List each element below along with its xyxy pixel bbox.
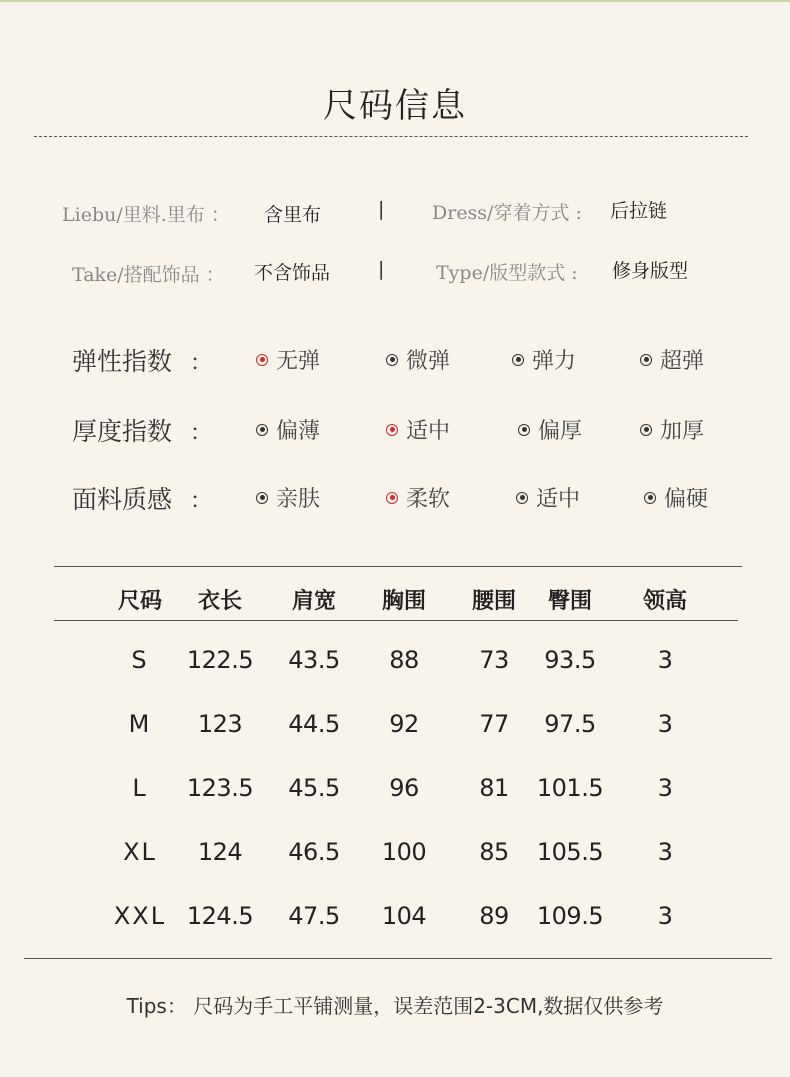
rating-option[interactable] <box>386 344 450 375</box>
table-top-rule <box>54 566 742 567</box>
table-header-cell: 臀围 <box>547 588 592 614</box>
table-header-cell: 肩宽 <box>291 588 336 614</box>
measurement-cell: 124 <box>197 838 243 866</box>
size-cell: XL <box>123 838 157 866</box>
rating-option-label: 加厚 <box>660 419 705 444</box>
rating-colon: ： <box>190 351 213 376</box>
measurement-cell: 3 <box>657 710 673 738</box>
measurement-cell: 101.5 <box>536 774 604 802</box>
measurement-cell: 96 <box>389 774 419 802</box>
page-title: 尺码信息 <box>323 86 467 126</box>
rating-option[interactable] <box>256 482 320 513</box>
rating-option[interactable] <box>512 344 576 375</box>
rating-option-label: 偏厚 <box>538 419 583 444</box>
accessory-value: 不含饰品 <box>254 262 331 284</box>
measurement-cell: 45.5 <box>288 774 340 802</box>
dress-label: Dress/穿着方式 : <box>432 202 582 224</box>
spec-separator: | <box>378 198 385 220</box>
dress-value: 后拉链 <box>610 200 668 222</box>
lining-label: Liebu/里料.里布 ： <box>62 204 230 226</box>
rating-option-label: 适中 <box>536 487 581 512</box>
size-cell: XXL <box>113 902 167 930</box>
measurement-cell: 104 <box>381 902 427 930</box>
radio-icon <box>518 424 530 436</box>
radio-selected-icon <box>256 354 268 366</box>
rating-colon: ： <box>190 421 213 446</box>
table-bottom-rule <box>24 958 772 959</box>
rating-label: 弹性指数 <box>72 347 173 376</box>
accessory-label: Take/搭配饰品 ： <box>72 264 225 286</box>
measurement-cell: 124.5 <box>186 902 254 930</box>
rating-option[interactable] <box>256 414 320 445</box>
measurement-cell: 97.5 <box>544 710 596 738</box>
rating-option[interactable] <box>256 344 320 375</box>
measurement-cell: 3 <box>657 838 673 866</box>
rating-option-label: 适中 <box>406 419 451 444</box>
rating-option[interactable] <box>386 482 450 513</box>
top-border <box>0 0 790 2</box>
radio-icon <box>640 424 652 436</box>
measurement-cell: 43.5 <box>288 646 340 674</box>
dashed-divider <box>34 136 748 137</box>
measurement-cell: 3 <box>657 902 673 930</box>
rating-label: 面料质感 <box>72 485 173 514</box>
table-header-cell: 领高 <box>642 588 687 614</box>
measurement-cell: 81 <box>479 774 509 802</box>
table-header-cell: 衣长 <box>197 588 242 614</box>
measurement-cell: 3 <box>657 646 673 674</box>
lining-value: 含里布 <box>264 204 322 226</box>
measurement-cell: 105.5 <box>536 838 604 866</box>
type-value: 修身版型 <box>612 260 689 282</box>
measurement-cell: 123.5 <box>186 774 254 802</box>
measurement-cell: 85 <box>479 838 509 866</box>
measurement-cell: 109.5 <box>536 902 604 930</box>
measurement-cell: 93.5 <box>544 646 596 674</box>
measurement-cell: 77 <box>479 710 509 738</box>
radio-icon <box>512 354 524 366</box>
radio-selected-icon <box>386 424 398 436</box>
measurement-cell: 100 <box>381 838 427 866</box>
measurement-cell: 47.5 <box>288 902 340 930</box>
rating-option-label: 亲肤 <box>276 487 321 512</box>
radio-icon <box>516 492 528 504</box>
rating-option[interactable] <box>640 414 704 445</box>
table-header-rule <box>54 620 738 621</box>
measurement-cell: 122.5 <box>186 646 254 674</box>
measurement-cell: 3 <box>657 774 673 802</box>
radio-icon <box>644 492 656 504</box>
radio-icon <box>640 354 652 366</box>
measurement-cell: 73 <box>479 646 509 674</box>
rating-option[interactable] <box>640 344 704 375</box>
table-header-cell: 尺码 <box>117 588 162 614</box>
measurement-cell: 44.5 <box>288 710 340 738</box>
measurement-tips: Tips： 尺码为手工平铺测量，误差范围2-3CM,数据仅供参考 <box>126 994 664 1018</box>
measurement-cell: 89 <box>479 902 509 930</box>
spec-separator: | <box>378 258 385 280</box>
rating-option[interactable] <box>644 482 708 513</box>
rating-label: 厚度指数 <box>72 417 173 446</box>
rating-option[interactable] <box>518 414 582 445</box>
type-label: Type/版型款式 : <box>436 262 578 284</box>
table-header-cell: 胸围 <box>381 588 426 614</box>
rating-option-label: 弹力 <box>532 349 577 374</box>
rating-option-label: 无弹 <box>276 349 321 374</box>
rating-option[interactable] <box>516 482 580 513</box>
measurement-cell: 123 <box>197 710 243 738</box>
size-cell: S <box>131 646 149 674</box>
rating-option-label: 偏薄 <box>276 419 321 444</box>
measurement-cell: 92 <box>389 710 419 738</box>
rating-option-label: 超弹 <box>660 349 705 374</box>
rating-option-label: 柔软 <box>406 487 451 512</box>
radio-icon <box>256 492 268 504</box>
table-header-cell: 腰围 <box>471 588 516 614</box>
rating-option-label: 偏硬 <box>664 487 709 512</box>
radio-icon <box>386 354 398 366</box>
rating-option[interactable] <box>386 414 450 445</box>
size-cell: L <box>132 774 148 802</box>
measurement-cell: 88 <box>389 646 419 674</box>
radio-icon <box>256 424 268 436</box>
radio-selected-icon <box>386 492 398 504</box>
rating-option-label: 微弹 <box>406 349 451 374</box>
size-cell: M <box>128 710 152 738</box>
rating-colon: ： <box>190 489 213 514</box>
measurement-cell: 46.5 <box>288 838 340 866</box>
